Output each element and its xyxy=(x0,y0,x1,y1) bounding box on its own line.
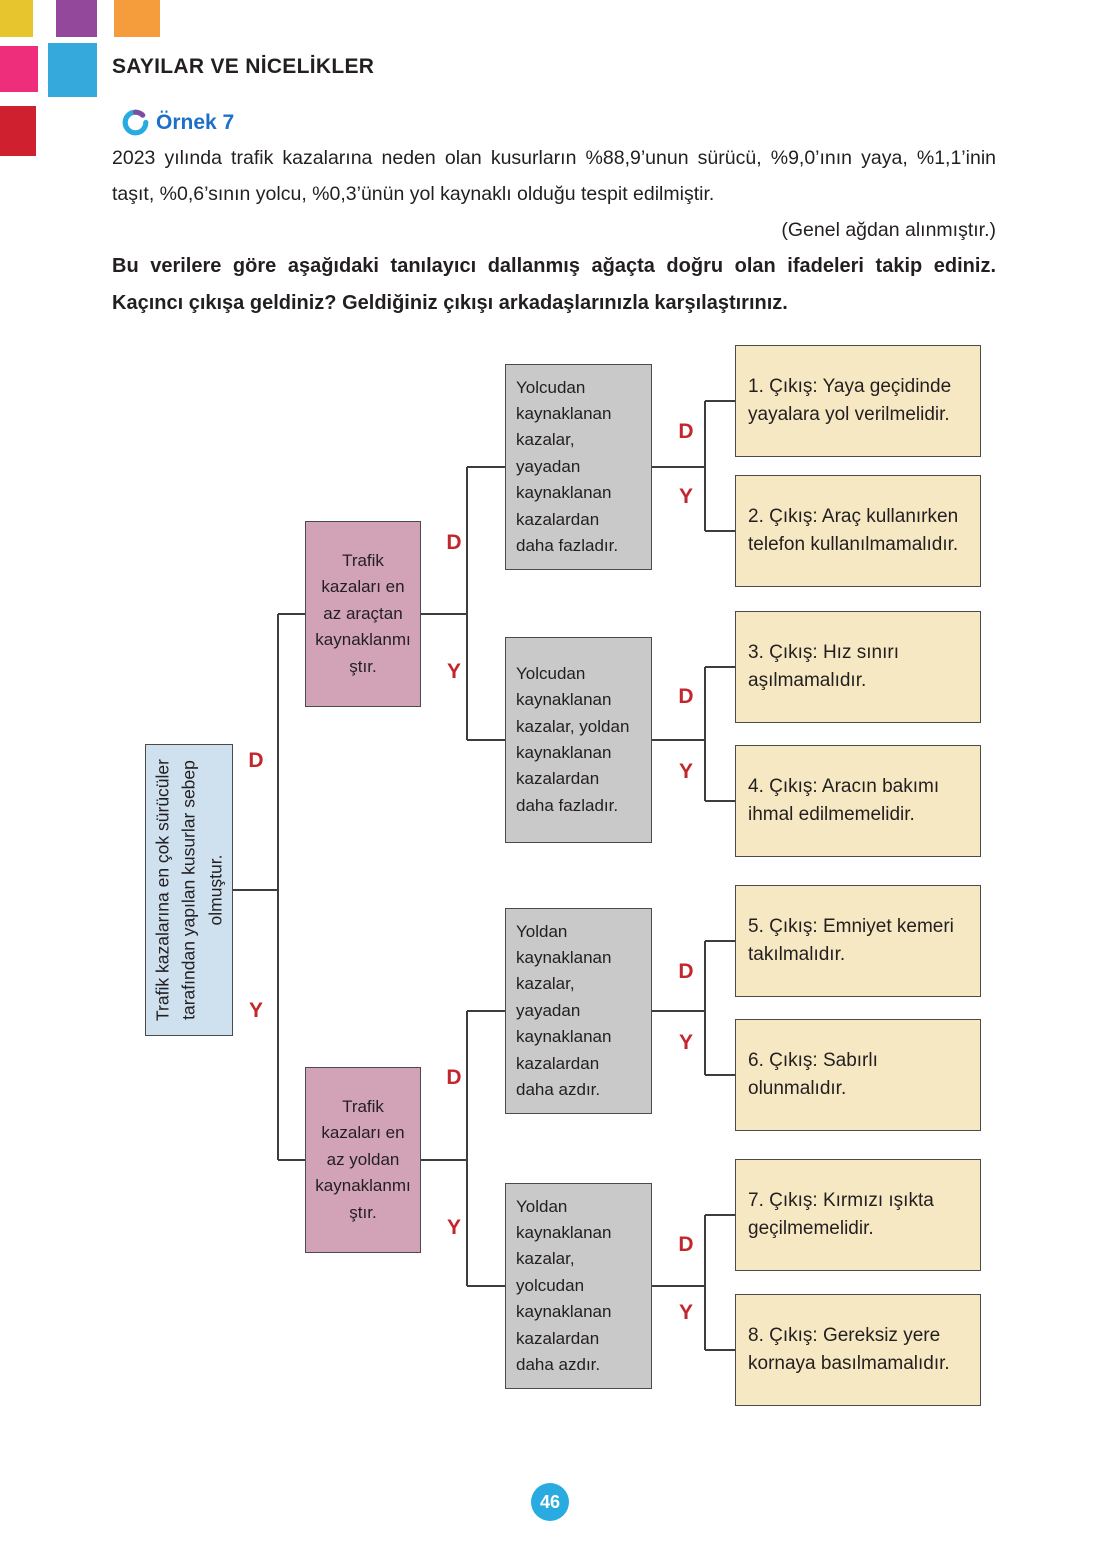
exit-node-8-text: 8. Çıkış: Gereksiz yere kornaya basılmamalıdır. xyxy=(748,1325,950,1374)
exit-node-8 xyxy=(735,1294,981,1406)
exit-node-7-text: 7. Çıkış: Kırmızı ışıkta geçilmemelidir. xyxy=(748,1190,934,1239)
branch-label-d-yol: D xyxy=(446,1066,462,1089)
branch-node-arac-text: Trafik kazaları en az araçtan kaynaklanmıştır. xyxy=(315,551,411,676)
branch-label-d-cond1: D xyxy=(678,420,694,443)
exit-node-5 xyxy=(735,885,981,997)
branch-label-d-root: D xyxy=(248,749,264,772)
condition-node-1-text: Yolcudan kaynaklanan kazalar, yayadan kaynaklanan kazalardan daha fazladır. xyxy=(516,377,619,555)
exit-node-4-text: 4. Çıkış: Aracın bakımı ihmal edilmemelidir. xyxy=(748,776,940,825)
branch-label-y-cond2: Y xyxy=(678,760,694,783)
branch-label-y-cond4: Y xyxy=(678,1301,694,1324)
exit-node-5-text: 5. Çıkış: Emniyet kemeri takılmalıdır. xyxy=(748,916,954,965)
example-label: Örnek 7 xyxy=(156,110,235,134)
exit-node-3 xyxy=(735,611,981,723)
branch-label-y-cond3: Y xyxy=(678,1031,694,1054)
branch-label-d-arac: D xyxy=(446,531,462,554)
condition-node-2-text: Yolcudan kaynaklanan kazalar, yoldan kaynaklanan kazalardan daha fazladır. xyxy=(516,663,630,815)
exit-node-3-text: 3. Çıkış: Hız sınırı aşılmamalıdır. xyxy=(748,642,899,691)
exit-node-2 xyxy=(735,475,981,587)
exit-node-6 xyxy=(735,1019,981,1131)
exit-node-4 xyxy=(735,745,981,857)
condition-node-4 xyxy=(505,1183,652,1389)
branch-label-d-cond3: D xyxy=(678,960,694,983)
branch-label-y-arac: Y xyxy=(446,660,462,683)
condition-node-3 xyxy=(505,908,652,1114)
condition-node-4-text: Yoldan kaynaklanan kazalar, yolcudan kaynaklanan kazalardan daha azdır. xyxy=(516,1196,612,1374)
branch-node-yol-text: Trafik kazaları en az yoldan kaynaklanmıştır. xyxy=(315,1097,411,1222)
exit-node-2-text: 2. Çıkış: Araç kullanırken telefon kullanılmamalıdır. xyxy=(748,506,959,555)
branch-label-d-cond4: D xyxy=(678,1233,694,1256)
exit-node-1 xyxy=(735,345,981,457)
root-node-text: Trafik kazalarına en çok sürücüler tarafından yapılan kusurlar sebep olmuştur. xyxy=(152,759,226,1021)
source-note: (Genel ağdan alınmıştır.) xyxy=(781,219,996,241)
page-header: SAYILAR VE NİCELİKLER xyxy=(112,55,375,78)
intro-paragraph: 2023 yılında trafik kazalarına neden olan kusurların %88,9’unun sürücü, %9,0’ının yaya, %1,1’inin taşıt, %0,6’sının yolcu, %0,3’ünün yol kaynaklı olduğu tespit edilmiştir. xyxy=(112,147,996,205)
branch-node-yol xyxy=(305,1067,421,1253)
branch-node-arac xyxy=(305,521,421,707)
condition-node-1 xyxy=(505,364,652,570)
exit-node-6-text: 6. Çıkış: Sabırlı olunmalıdır. xyxy=(748,1050,878,1099)
exit-node-7 xyxy=(735,1159,981,1271)
branch-label-y-cond1: Y xyxy=(678,485,694,508)
condition-node-3-text: Yoldan kaynaklanan kazalar, yayadan kaynaklanan kazalardan daha azdır. xyxy=(516,921,612,1099)
condition-node-2 xyxy=(505,637,652,843)
page-number-badge: 46 xyxy=(531,1483,569,1521)
branch-label-d-cond2: D xyxy=(678,685,694,708)
exit-node-1-text: 1. Çıkış: Yaya geçidinde yayalara yol verilmelidir. xyxy=(748,376,952,425)
root-node xyxy=(145,744,233,1036)
branch-label-y-root: Y xyxy=(248,999,264,1022)
branch-label-y-yol: Y xyxy=(446,1216,462,1239)
instruction-text: Bu verilere göre aşağıdaki tanılayıcı dallanmış ağaçta doğru olan ifadeleri takip ediniz. Kaçıncı çıkışa geldiniz? Geldiğiniz çıkışı arkadaşlarınızla karşılaştırınız. xyxy=(112,255,996,314)
